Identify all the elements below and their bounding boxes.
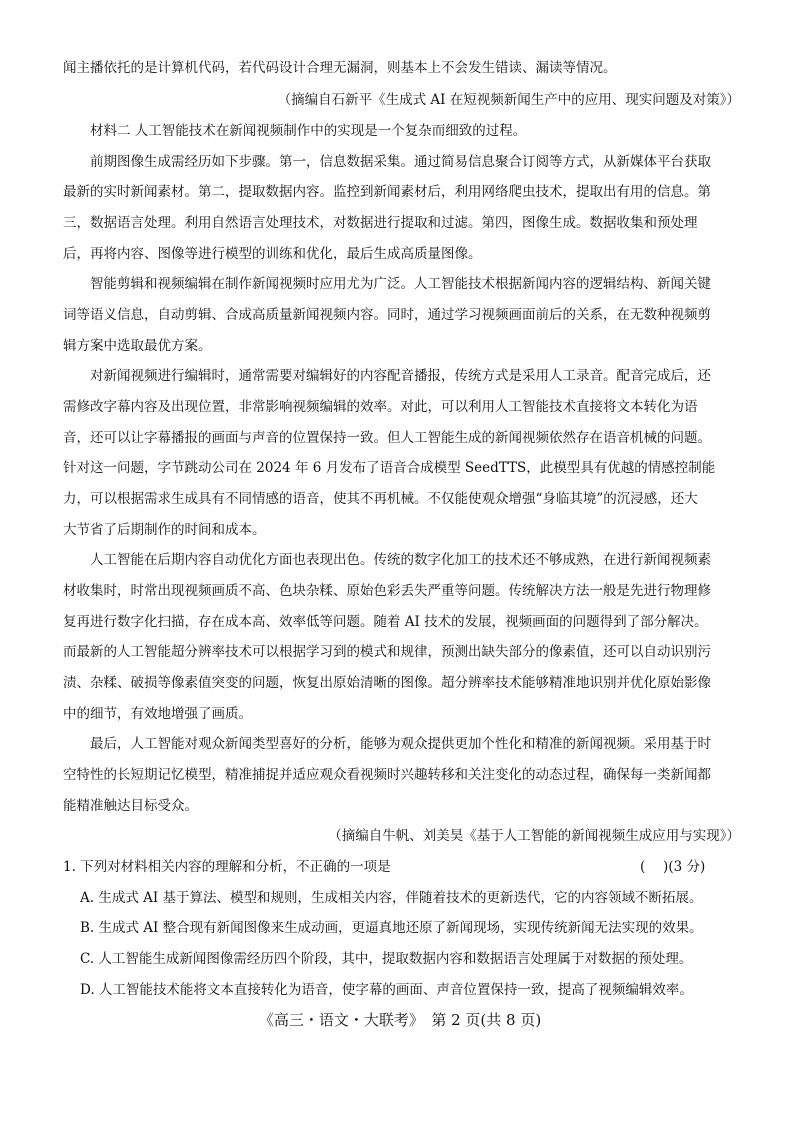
text-line: 音，还可以让字幕播报的画面与声音的位置保持一致。但人工智能生成的新闻视频依然存在语音机械的问题。 [63, 430, 711, 446]
source-citation: （摘编自牛帆、刘美昊《基于人工智能的新闻视频生成应用与实现》） [328, 828, 740, 844]
text-line: 空特性的长短期记忆模型，精准捕捉并适应观众看视频时兴趣转移和关注变化的动态过程，确保每一类新闻都 [63, 767, 711, 783]
text-line: 三，数据语言处理。利用自然语言处理技术，对数据进行提取和过滤。第四，图像生成。数据收集和预处理 [63, 215, 698, 231]
option-c: C. 人工智能生成新闻图像需经历四个阶段，其中，提取数据内容和数据语言处理属于对数据的预处理。 [80, 951, 693, 967]
page-footer: 《高三・语文・大联考》 第 2 页(共 8 页) [258, 1011, 542, 1029]
source-citation: （摘编自石新平《生成式 AI 在短视频新闻生产中的应用、现实问题及对策》） [277, 92, 740, 108]
text-line: 复再进行数字化扫描，存在成本高、效率低等问题。随着 AI 技术的发展，视频画面的问题得到了部分解决。 [63, 614, 708, 630]
text-line: 闻主播依托的是计算机代码，若代码设计合理无漏洞，则基本上不会发生错读、漏读等情况。 [63, 60, 617, 76]
option-d: D. 人工智能技术能将文本直接转化为语音，使字幕的画面、声音位置保持一致，提高了视频编辑效率。 [80, 982, 693, 998]
text-line: 大节省了后期制作的时间和成本。 [63, 522, 266, 538]
text-line: 词等语义信息，自动剪辑、合成高质量新闻视频内容。同时，通过学习视频画面前后的关系，在无数种视频剪 [63, 307, 711, 323]
text-line: 最后，人工智能对观众新闻类型喜好的分析，能够为观众提供更加个性化和精准的新闻视频。采用基于时 [90, 736, 711, 752]
text-line: 最新的实时新闻素材。第二，提取数据内容。监控到新闻素材后，利用网络爬虫技术，提取出有用的信息。第 [63, 184, 711, 200]
text-line: 后，再将内容、图像等进行模型的训练和优化，最后生成高质量图像。 [63, 246, 482, 262]
option-b: B. 生成式 AI 整合现有新闻图像来生成动画，更逼真地还原了新闻现场，实现传统新闻无法实现的效果。 [80, 920, 703, 936]
question-score: ( )(3 分) [640, 859, 706, 875]
text-line: 材收集时，时常出现视频画质不高、色块杂糅、原始色彩丢失严重等问题。传统解决方法一般是先进行物理修 [63, 583, 711, 599]
text-line: 针对这一问题，字节跳动公司在 2024 年 6 月发布了语音合成模型 SeedTTS，此模型具有优越的情感控制能 [63, 460, 716, 476]
text-line: 智能剪辑和视频编辑在制作新闻视频时应用尤为广泛。人工智能技术根据新闻内容的逻辑结构、新闻关键 [90, 276, 711, 292]
question-stem: 1. 下列对材料相关内容的理解和分析，不正确的一项是 [63, 859, 391, 875]
text-line: 中的细节，有效地增强了画质。 [63, 706, 252, 722]
text-line: 而最新的人工智能超分辨率技术可以根据学习到的模式和规律，预测出缺失部分的像素值，还可以自动识别污 [63, 644, 711, 660]
text-line: 渍、杂糅、破损等像素值突变的问题，恢复出原始清晰的图像。超分辨率技术能够精准地识别并优化原始影像 [63, 675, 711, 691]
text-line: 人工智能在后期内容自动优化方面也表现出色。传统的数字化加工的技术还不够成熟，在进行新闻视频素 [90, 552, 711, 568]
text-line: 前期图像生成需经历如下步骤。第一，信息数据采集。通过简易信息聚合订阅等方式，从新媒体平台获取 [90, 154, 711, 170]
text-line: 需修改字幕内容及出现位置，非常影响视频编辑的效率。对此，可以利用人工智能技术直接将文本转化为语 [63, 399, 698, 415]
option-a: A. 生成式 AI 基于算法、模型和规则，生成相关内容，伴随着技术的更新迭代，它的内容领域不断拓展。 [80, 890, 703, 906]
material-heading: 材料二 人工智能技术在新闻视频制作中的实现是一个复杂而细致的过程。 [90, 123, 527, 139]
text-line: 力，可以根据需求生成具有不同情感的语音，使其不再机械。不仅能使观众增强“身临其境”的沉浸感，还大 [63, 491, 698, 507]
text-line: 辑方案中选取最优方案。 [63, 338, 212, 354]
text-line: 能精准触达目标受众。 [63, 798, 198, 814]
text-line: 对新闻视频进行编辑时，通常需要对编辑好的内容配音播报，传统方式是采用人工录音。配音完成后，还 [90, 368, 711, 384]
